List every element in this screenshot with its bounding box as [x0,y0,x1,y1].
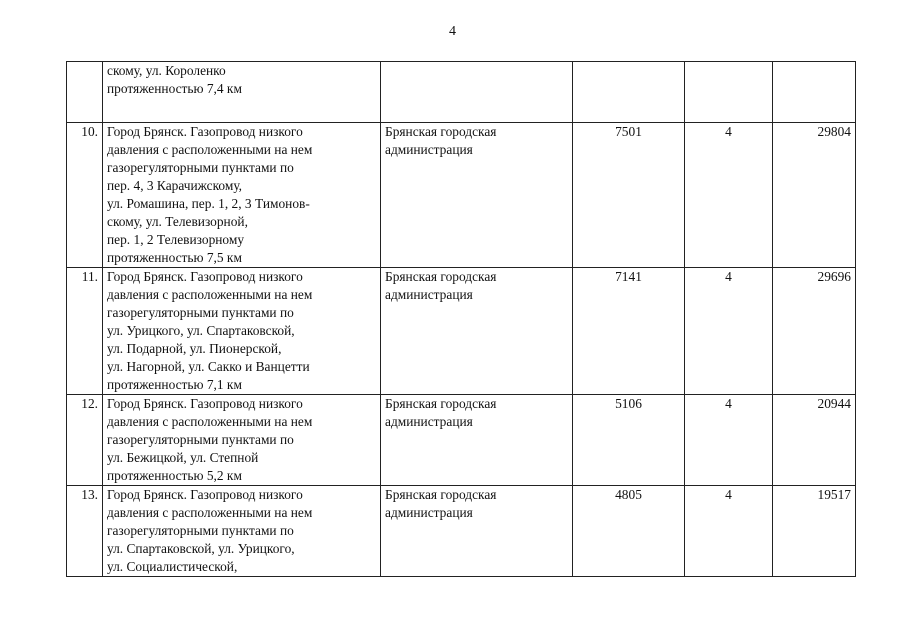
description-cell: скому, ул. Короленко протяженностью 7,4 км [103,62,381,123]
row-number-cell: 11. [67,268,103,395]
table-row [67,395,856,486]
organization-cell: Брянская городская администрация [381,123,573,268]
description-cell: Город Брянск. Газопровод низкого давления с расположенными на нем газорегуляторными пунктами по пер. 4, 3 Карачижскому, ул. Ромашина, пер. 1, 2, 3 Тимонов- скому, ул. Телевизорной, пер. 1, 2 Телевизорному протяженностью 7,5 км [103,123,381,268]
table-row [67,486,856,577]
total-cell [773,62,856,123]
count-cell: 4 [685,395,773,486]
count-cell: 4 [685,268,773,395]
row-number-cell: 12. [67,395,103,486]
count-cell: 4 [685,123,773,268]
registry-table [66,61,856,577]
count-cell: 4 [685,486,773,577]
row-number-cell: 10. [67,123,103,268]
value-cell [573,62,685,123]
page-number: 4 [449,24,456,39]
total-cell: 19517 [773,486,856,577]
table-row [67,268,856,395]
description-cell: Город Брянск. Газопровод низкого давления с расположенными на нем газорегуляторными пунктами по ул. Урицкого, ул. Спартаковской, ул. Подарной, ул. Пионерской, ул. Нагорной, ул. Сакко и Ванцетти протяженностью 7,1 км [103,268,381,395]
description-cell: Город Брянск. Газопровод низкого давления с расположенными на нем газорегуляторными пунктами по ул. Спартаковской, ул. Урицкого, ул. Социалистической, [103,486,381,577]
value-cell: 5106 [573,395,685,486]
organization-cell: Брянская городская администрация [381,268,573,395]
value-cell: 7141 [573,268,685,395]
row-number-cell [67,62,103,123]
table-row [67,123,856,268]
organization-cell: Брянская городская администрация [381,395,573,486]
total-cell: 29804 [773,123,856,268]
value-cell: 4805 [573,486,685,577]
total-cell: 29696 [773,268,856,395]
count-cell [685,62,773,123]
organization-cell [381,62,573,123]
organization-cell: Брянская городская администрация [381,486,573,577]
description-cell: Город Брянск. Газопровод низкого давления с расположенными на нем газорегуляторными пунктами по ул. Бежицкой, ул. Степной протяженностью 5,2 км [103,395,381,486]
total-cell: 20944 [773,395,856,486]
row-number-cell: 13. [67,486,103,577]
value-cell: 7501 [573,123,685,268]
table-row [67,62,856,123]
